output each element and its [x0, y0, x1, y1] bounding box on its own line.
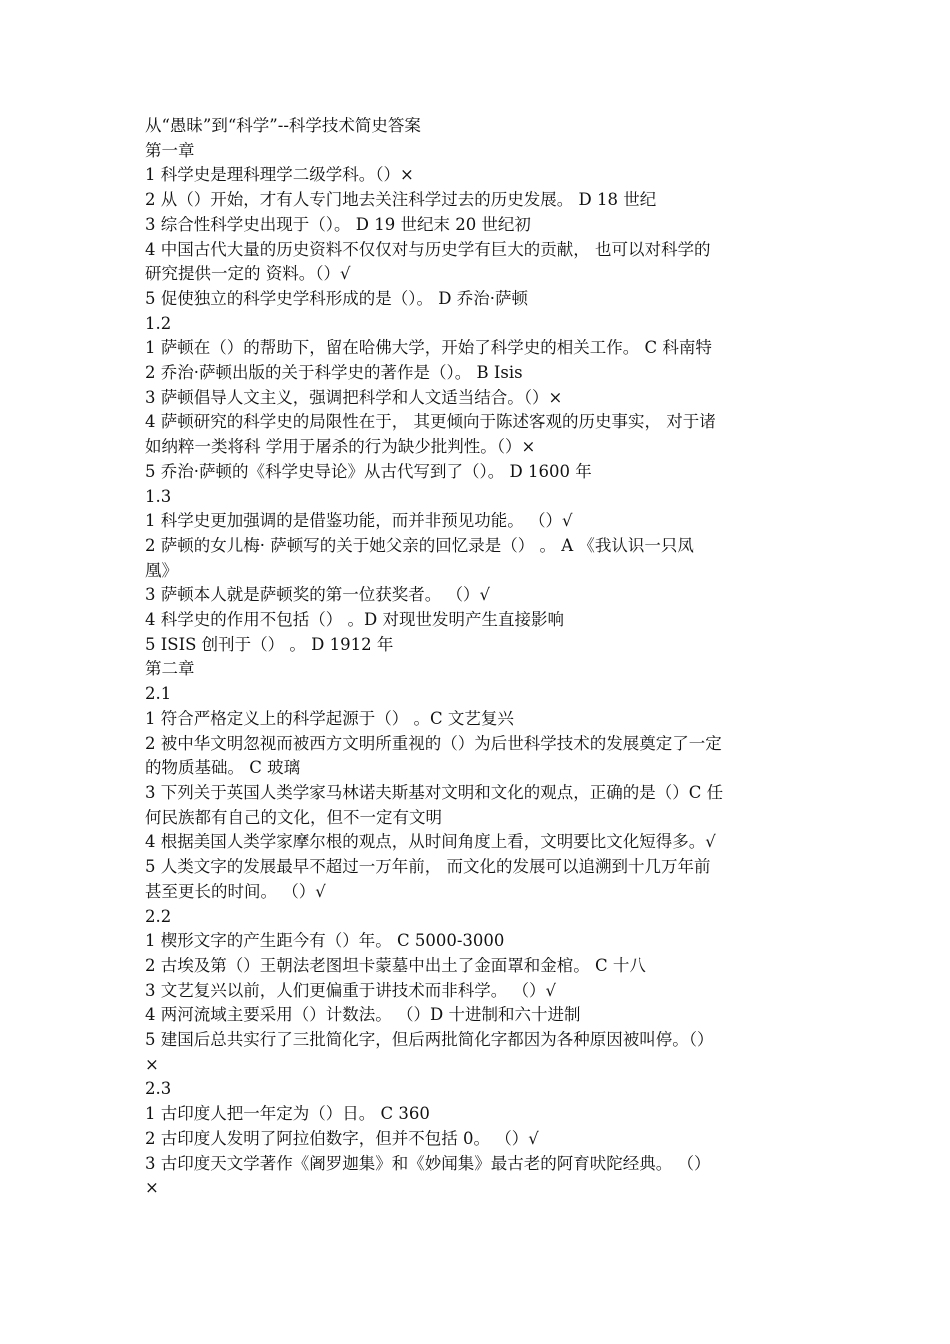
text-line: 2 从（）开始，才有人专门地去关注科学过去的历史发展。 D 18 世纪: [145, 190, 657, 210]
text-line: 3 古印度天文学著作《阇罗迦集》和《妙闻集》最古老的阿育吠陀经典。 （）: [145, 1153, 711, 1173]
text-line: 的物质基础。 C 玻璃: [145, 758, 301, 778]
text-line: 甚至更长的时间。 （）√: [145, 881, 326, 901]
text-line: 第二章: [145, 659, 195, 679]
text-line: 4 萨顿研究的科学史的局限性在于， 其更倾向于陈述客观的历史事实， 对于诸: [145, 412, 716, 432]
text-line: 1 科学史更加强调的是借鉴功能，而并非预见功能。 （）√: [145, 511, 573, 531]
text-line: 第一章: [145, 140, 195, 160]
text-line: 1 科学史是理科理学二级学科。（）×: [145, 165, 414, 185]
text-line: 如纳粹一类将科 学用于屠杀的行为缺少批判性。（）×: [145, 437, 536, 457]
text-line: 2.1: [145, 684, 172, 704]
document-body: [145, 114, 810, 1201]
text-line: 4 根据美国人类学家摩尔根的观点，从时间角度上看，文明要比文化短得多。√: [145, 832, 716, 852]
text-line: 1 楔形文字的产生距今有（）年。 C 5000-3000: [145, 931, 505, 951]
text-line: ×: [145, 1178, 159, 1198]
text-line: 2.2: [145, 906, 172, 926]
text-line: 3 萨顿倡导人文主义，强调把科学和人文适当结合。（）×: [145, 387, 563, 407]
text-line: 2 乔治·萨顿出版的关于科学史的著作是（）。 B Isis: [145, 363, 523, 383]
text-line: 2.3: [145, 1079, 172, 1099]
text-line: 4 两河流域主要采用（）计数法。 （）D 十进制和六十进制: [145, 1005, 581, 1025]
text-line: 1.3: [145, 486, 172, 506]
text-line: 3 下列关于英国人类学家马林诺夫斯基对文明和文化的观点，正确的是（）C 任: [145, 782, 724, 802]
text-line: 1 古印度人把一年定为（）日。 C 360: [145, 1104, 430, 1124]
text-line: 3 综合性科学史出现于（）。 D 19 世纪末 20 世纪初: [145, 214, 531, 234]
text-line: 何民族都有自己的文化，但不一定有文明: [145, 807, 442, 827]
text-line: 2 古埃及第（）王朝法老图坦卡蒙墓中出土了金面罩和金棺。 C 十八: [145, 955, 646, 975]
text-line: 5 人类文字的发展最早不超过一万年前， 而文化的发展可以追溯到十几万年前: [145, 857, 711, 877]
text-line: 2 古印度人发明了阿拉伯数字，但并不包括 0。 （）√: [145, 1128, 539, 1148]
text-line: 2 萨顿的女儿梅· 萨顿写的关于她父亲的回忆录是（） 。 A 《我认识一只凤: [145, 535, 694, 555]
text-line: 研究提供一定的 资料。（）√: [145, 264, 351, 284]
text-line: 3 文艺复兴以前，人们更偏重于讲技术而非科学。 （）√: [145, 980, 557, 1000]
text-line: 4 科学史的作用不包括（） 。D 对现世发明产生直接影响: [145, 610, 564, 630]
text-line: 1 符合严格定义上的科学起源于（） 。C 文艺复兴: [145, 708, 514, 728]
text-line: 凰》: [145, 560, 178, 580]
document-title: 从“愚昧”到“科学”--科学技术简史答案: [145, 116, 421, 135]
text-line: 1.2: [145, 313, 172, 333]
text-line: 4 中国古代大量的历史资料不仅仅对与历史学有巨大的贡献， 也可以对科学的: [145, 239, 711, 259]
text-line: 5 建国后总共实行了三批简化字，但后两批简化字都因为各种原因被叫停。（）: [145, 1030, 714, 1050]
text-line: 5 ISIS 创刊于（） 。 D 1912 年: [145, 634, 394, 654]
text-line: ×: [145, 1054, 159, 1074]
text-line: 2 被中华文明忽视而被西方文明所重视的（）为后世科学技术的发展奠定了一定: [145, 733, 722, 753]
text-line: 5 乔治·萨顿的《科学史导论》从古代写到了（）。 D 1600 年: [145, 461, 592, 481]
text-line: 1 萨顿在（）的帮助下，留在哈佛大学，开始了科学史的相关工作。 C 科南特: [145, 338, 712, 358]
text-line: 3 萨顿本人就是萨顿奖的第一位获奖者。 （）√: [145, 585, 491, 605]
text-line: 5 促使独立的科学史学科形成的是（）。 D 乔治·萨顿: [145, 288, 528, 308]
